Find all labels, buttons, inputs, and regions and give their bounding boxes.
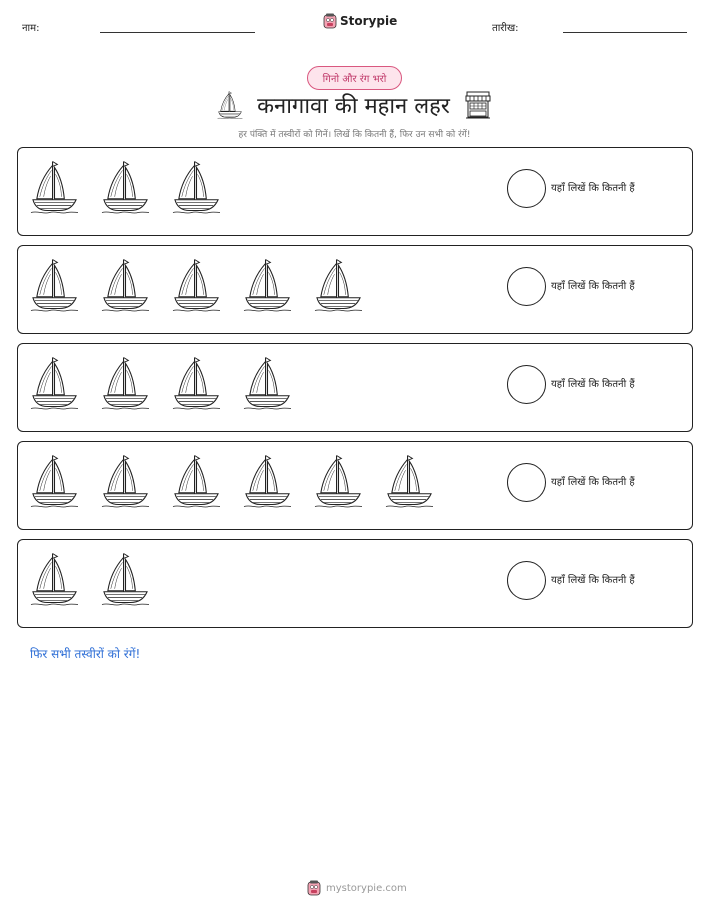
site-url: mystorypie.com <box>326 882 407 894</box>
boat-group <box>30 158 221 216</box>
sailboat-icon <box>101 354 150 412</box>
sailboat-icon <box>243 354 292 412</box>
sailboat-icon <box>172 354 221 412</box>
answer-circle[interactable] <box>507 561 546 600</box>
sailboat-icon <box>172 452 221 510</box>
date-line[interactable] <box>563 32 687 33</box>
storypie-mascot-icon <box>307 880 321 896</box>
sailboat-icon <box>30 158 79 216</box>
name-line[interactable] <box>100 32 255 33</box>
sailboat-icon <box>101 452 150 510</box>
sailboat-icon <box>101 158 150 216</box>
instructions: हर पंक्ति में तस्वीरों को गिनें। लिखें कि कितनी हैं, फिर उन सभी को रंगें! <box>238 130 471 140</box>
brand-name: Storypie <box>340 14 398 28</box>
answer-label: यहाँ लिखें कि कितनी हैं <box>551 379 635 390</box>
sailboat-icon <box>243 452 292 510</box>
answer-label: यहाँ लिखें कि कितनी हैं <box>551 281 635 292</box>
activity-pill: गिनो और रंग भरो <box>307 66 402 90</box>
sailboat-icon <box>30 452 79 510</box>
sailboat-icon <box>243 256 292 314</box>
answer-circle[interactable] <box>507 169 546 208</box>
footer-note: फिर सभी तस्वीरों को रंगें! <box>30 647 141 661</box>
sailboat-icon <box>172 256 221 314</box>
answer-circle[interactable] <box>507 463 546 502</box>
boat-group <box>30 354 292 412</box>
answer-label: यहाँ लिखें कि कितनी हैं <box>551 477 635 488</box>
shop-stall-icon <box>464 91 492 119</box>
sailboat-icon <box>385 452 434 510</box>
page-title: कनागावा की महान लहर <box>257 94 450 119</box>
sailboat-icon <box>30 256 79 314</box>
title-row <box>0 90 709 120</box>
answer-circle[interactable] <box>507 267 546 306</box>
brand-logo <box>323 13 397 29</box>
site-footer <box>307 880 407 896</box>
sailboat-icon <box>101 550 150 608</box>
name-label: नाम: <box>22 23 40 34</box>
boat-group <box>30 550 150 608</box>
counting-row <box>17 245 693 334</box>
boat-group <box>30 452 434 510</box>
answer-circle[interactable] <box>507 365 546 404</box>
date-label: तारीख: <box>492 23 519 34</box>
sailboat-icon <box>314 256 363 314</box>
counting-row <box>17 539 693 628</box>
sailboat-icon <box>30 550 79 608</box>
sailboat-icon <box>172 158 221 216</box>
sailboat-icon <box>30 354 79 412</box>
storypie-mascot-icon <box>323 13 337 29</box>
answer-label: यहाँ लिखें कि कितनी हैं <box>551 575 635 586</box>
sailboat-icon <box>217 90 243 120</box>
sailboat-icon <box>314 452 363 510</box>
counting-row <box>17 343 693 432</box>
sailboat-icon <box>101 256 150 314</box>
boat-group <box>30 256 363 314</box>
counting-row <box>17 441 693 530</box>
answer-label: यहाँ लिखें कि कितनी हैं <box>551 183 635 194</box>
counting-row <box>17 147 693 236</box>
